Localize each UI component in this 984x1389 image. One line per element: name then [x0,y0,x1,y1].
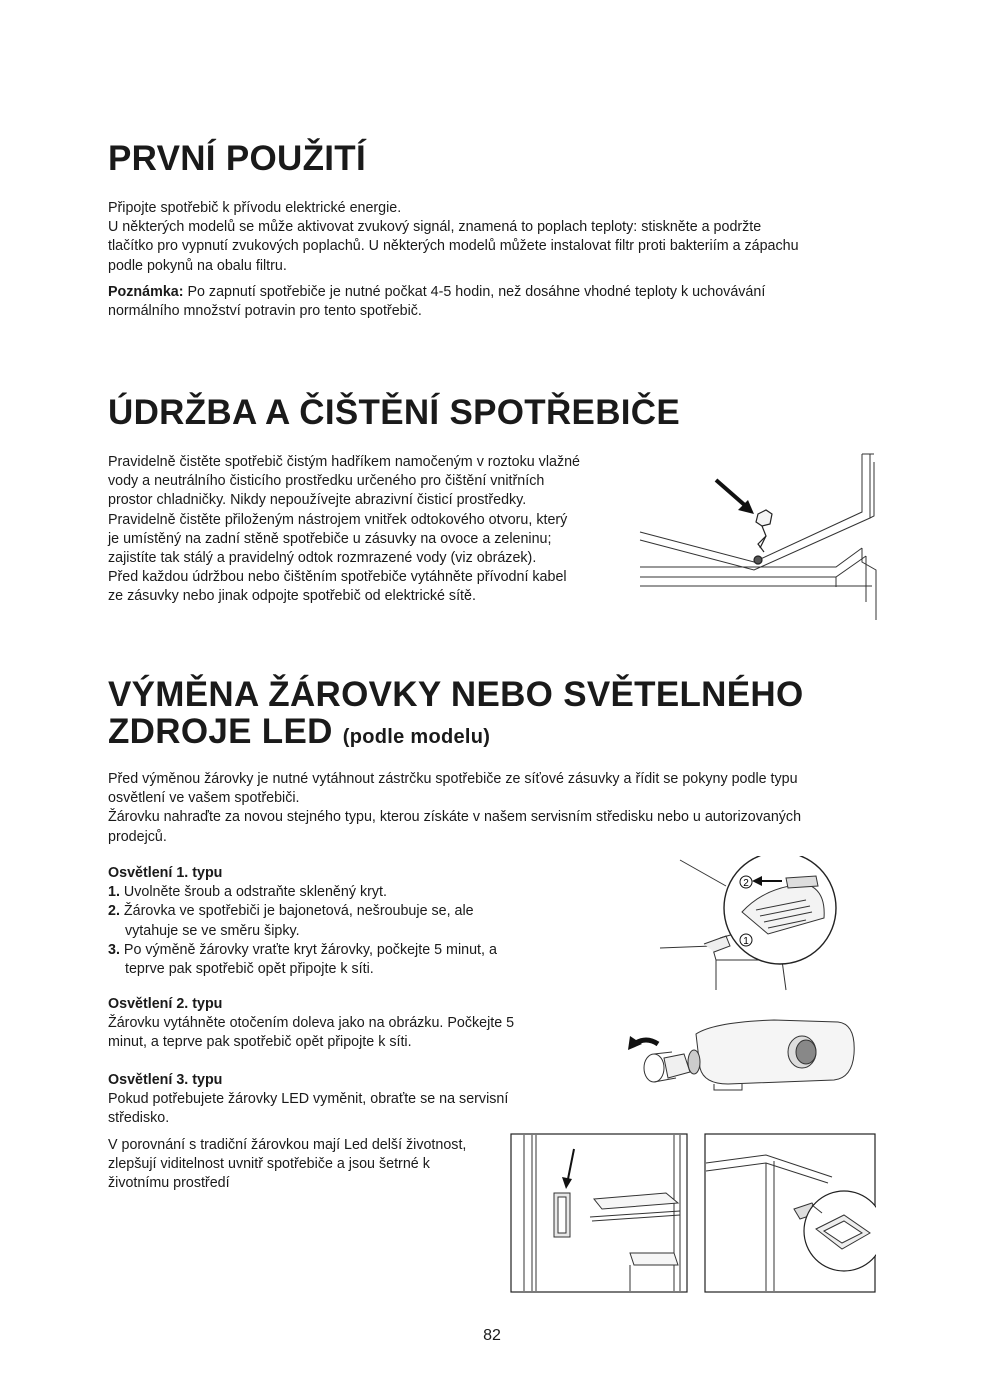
title-text: ZDROJE LED [108,712,333,751]
lighting-type-1-illustration [656,856,838,992]
text-line: Před každou údržbou nebo čištěním spotřebiče vytáhněte přívodní kabel [108,569,567,586]
page-number: 82 [483,1327,501,1344]
first-use-note [108,283,888,321]
lighting-type-2 [108,995,578,1053]
arrow-icon [716,480,754,514]
text-line: je umístěný na zadní stěně spotřebiče u zásuvky na ovoce a zeleninu; [108,530,552,547]
text-line: Žárovku vytáhněte otočením doleva jako na obrázku. Počkejte 5 [108,1015,515,1032]
lighting-type-3 [108,1071,568,1129]
section-title-first-use: PRVNÍ POUŽITÍ [108,139,367,178]
first-use-paragraph [108,199,888,276]
maintenance-paragraph [108,453,638,607]
title-subtitle: (podle modelu) [342,726,491,748]
text-line: zajistíte tak stálý a pravidelný odtok rozmrazené vody (viz obrázek). [108,550,537,567]
svg-text:2: 2 [743,878,749,889]
text-line: Žárovku nahraďte za novou stejného typu, kterou získáte v našem servisním středisku nebo u autorizovaných [108,809,802,826]
text-line: U některých modelů se může aktivovat zvukový signál, znamená to poplach teploty: stiskněte a podržte [108,219,762,236]
text-line: Pravidelně čistěte spotřebič čistým hadříkem namočeným v roztoku vlažné [108,454,580,470]
step-item: 2. Žárovka ve spotřebiči je bajonetová, nešroubuje se, ale [108,903,474,920]
drain-cleaning-illustration [636,452,878,622]
text-line: podle pokynů na obalu filtru. [108,257,287,274]
type-heading: Osvětlení 2. typu [108,996,223,1012]
led-illustration-ceiling [704,1133,876,1293]
step-continuation: vytahuje se ve směru šipky. [125,922,300,939]
section-title-maintenance: ÚDRŽBA A ČIŠTĚNÍ SPOTŘEBIČE [108,393,681,432]
text-line: Pravidelně čistěte přiloženým nástrojem vnitřek odtokového otvoru, který [108,511,568,528]
note-text: normálního množství potravin pro tento spotřebič. [108,303,422,320]
text-line: V porovnání s tradiční žárovkou mají Led delší životnost, [108,1137,467,1153]
text-line: vody a neutrálního čisticího prostředku určeného pro čištění vnitřních [108,473,545,490]
text-line: prostor chladničky. Nikdy nepoužívejte abrazivní čisticí prostředky. [108,492,527,509]
text-line: Pokud potřebujete žárovky LED vyměnit, obraťte se na servisní [108,1091,509,1108]
text-line: minut, a teprve pak spotřebič opět připojte k síti. [108,1034,412,1051]
lighting-type-2-illustration [624,1014,860,1092]
text-line: středisko. [108,1110,170,1127]
type-heading: Osvětlení 3. typu [108,1072,223,1088]
text-line: osvětlení ve vašem spotřebiči. [108,790,300,807]
text-line: Připojte spotřebič k přívodu elektrické energie. [108,200,402,216]
svg-text:1: 1 [743,936,749,947]
text-line: zlepšují viditelnost uvnitř spotřebiče a jsou šetrné k [108,1156,430,1173]
rotate-arrow-icon [628,1036,658,1050]
note-label: Poznámka: [108,284,184,300]
note-text: Po zapnutí spotřebiče je nutné počkat 4-5 hodin, než dosáhne vhodné teploty k uchovávání [183,284,766,300]
text-line: tlačítko pro vypnutí zvukových poplachů. U některých modelů můžete instalovat filtr proti bakteriím a zápachu [108,238,799,255]
led-illustration-inside [510,1133,688,1293]
step-item: 3. Po výměně žárovky vraťte kryt žárovky, počkejte 5 minut, a [108,941,497,958]
lighting-type-1 [108,864,568,979]
text-line: ze zásuvky nebo jinak odpojte spotřebič od elektrické sítě. [108,588,476,605]
text-line: Před výměnou žárovky je nutné vytáhnout zástrčku spotřebiče ze síťové zásuvky a řídit se pokyny podle typu [108,771,798,787]
step-item: 1. Uvolněte šroub a odstraňte skleněný kryt. [108,884,387,901]
step-continuation: teprve pak spotřebič opět připojte k síti. [125,961,374,978]
bulb-intro-paragraph [108,770,888,847]
section-title-bulb-replacement-line2 [108,713,490,756]
text-line: prodejců. [108,828,167,845]
text-line: životnímu prostředí [108,1175,230,1192]
led-benefits-paragraph [108,1136,508,1194]
type-heading: Osvětlení 1. typu [108,865,223,881]
section-title-bulb-replacement: VÝMĚNA ŽÁROVKY NEBO SVĚTELNÉHO [108,675,804,714]
